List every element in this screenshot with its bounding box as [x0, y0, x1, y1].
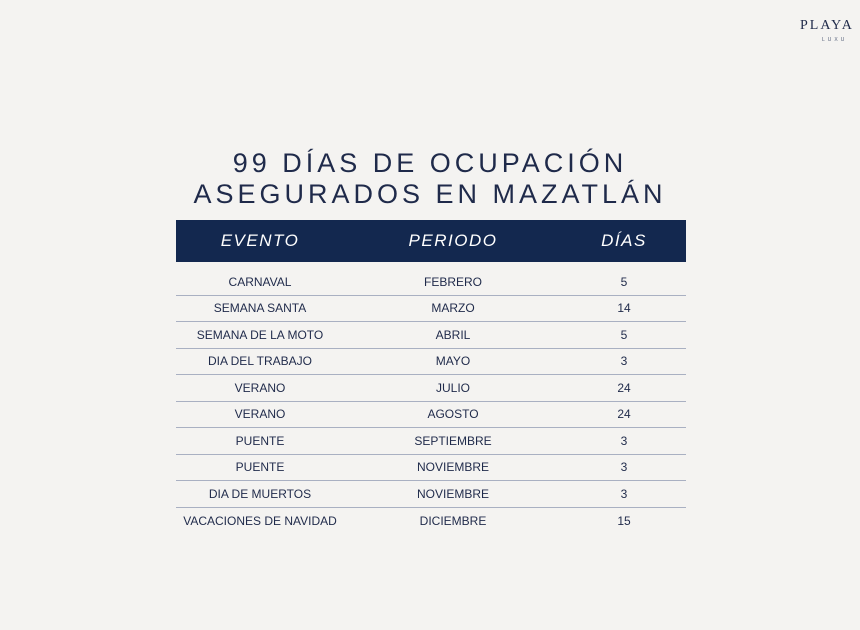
period-cell: SEPTIEMBRE [414, 433, 492, 448]
table-row [176, 402, 686, 429]
table-row [176, 455, 686, 482]
brand-logo [800, 18, 860, 43]
table-row [176, 296, 686, 323]
brand-logo-tagline: LUXU [822, 37, 848, 43]
table-row [176, 322, 686, 349]
days-cell: 14 [617, 301, 631, 316]
table-row [176, 508, 686, 535]
days-cell: 24 [617, 380, 631, 395]
event-cell: VACACIONES DE NAVIDAD [183, 513, 337, 528]
table-body [176, 269, 686, 534]
event-cell: PUENTE [235, 460, 285, 475]
event-cell: CARNAVAL [228, 274, 292, 289]
period-cell: NOVIEMBRE [416, 460, 489, 475]
period-cell: MARZO [431, 301, 475, 316]
table-row [176, 375, 686, 402]
days-cell: 3 [620, 433, 628, 448]
occupancy-table [176, 220, 686, 534]
period-cell: FEBRERO [423, 274, 482, 289]
event-cell: VERANO [234, 407, 286, 422]
period-cell: MAYO [435, 354, 471, 369]
days-cell: 3 [620, 354, 628, 369]
period-cell: NOVIEMBRE [416, 486, 489, 501]
days-cell: 3 [620, 486, 628, 501]
days-cell: 15 [617, 513, 631, 528]
title-line-2: ASEGURADOS EN MAZATLÁN [193, 179, 667, 209]
table-row [176, 481, 686, 508]
table-header [176, 220, 686, 262]
days-cell: 3 [620, 460, 628, 475]
period-cell: AGOSTO [427, 407, 479, 422]
period-cell: DICIEMBRE [419, 513, 487, 528]
header-evento: EVENTO [220, 231, 300, 250]
table-row [176, 349, 686, 376]
brand-logo-name: PLAYA [800, 18, 854, 33]
table-row [176, 428, 686, 455]
event-cell: SEMANA SANTA [213, 301, 307, 316]
event-cell: PUENTE [235, 433, 285, 448]
title-line-1: 99 DÍAS DE OCUPACIÓN [232, 148, 628, 178]
table-row [176, 269, 686, 296]
page-title [0, 148, 860, 210]
period-cell: JULIO [435, 380, 470, 395]
days-cell: 5 [620, 274, 628, 289]
event-cell: DIA DE MUERTOS [208, 486, 312, 501]
days-cell: 5 [620, 327, 628, 342]
header-dias: DÍAS [601, 231, 647, 250]
days-cell: 24 [617, 407, 631, 422]
header-periodo: PERIODO [408, 231, 498, 250]
event-cell: SEMANA DE LA MOTO [196, 327, 324, 342]
event-cell: VERANO [234, 380, 286, 395]
event-cell: DIA DEL TRABAJO [207, 354, 313, 369]
period-cell: ABRIL [435, 327, 471, 342]
